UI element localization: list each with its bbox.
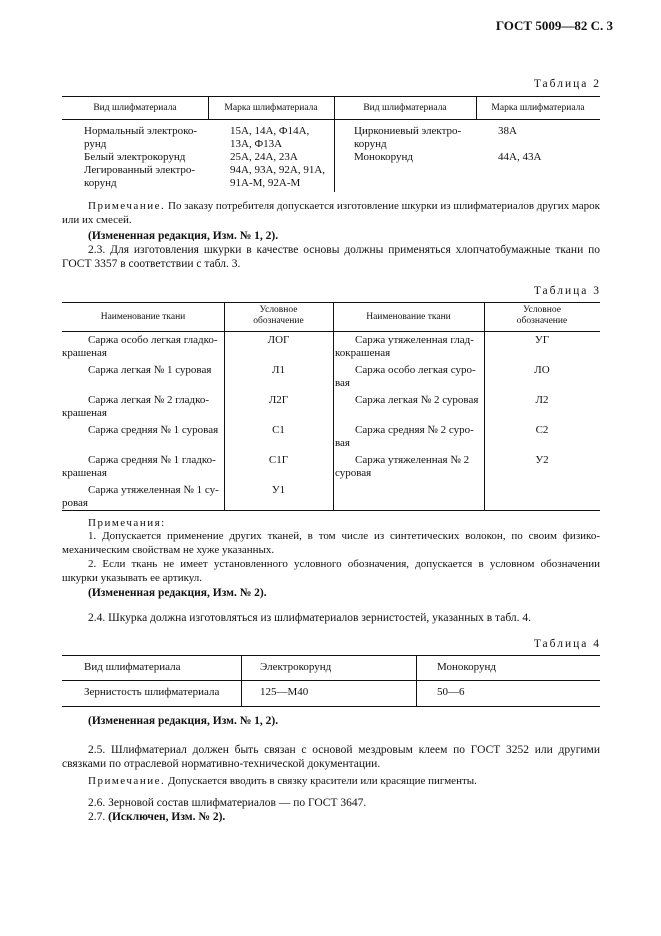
table3-row: Саржа утяжеленная глад- xyxy=(355,334,474,346)
table4-caption: Таблица 4 xyxy=(533,638,601,650)
table4-row-label: Зернистость шлифматериала xyxy=(84,686,220,698)
table3-row: Саржа средняя № 1 суровая xyxy=(88,424,219,436)
table3-code: У1 xyxy=(271,484,286,496)
edit-note-2: (Измененная редакция, Изм. № 2). xyxy=(88,587,267,599)
table2-marks-right: 38А 44А, 43А xyxy=(498,125,542,163)
notes-2-item-1: 1. Допускается применение других тканей, в том числе из синтетических волокон, по своим физико-механическим свойствам не хуже указанных. xyxy=(62,530,600,556)
table3-code: Л1 xyxy=(272,364,285,376)
table3-code: УГ xyxy=(534,334,550,346)
table3-row: Саржа утяжеленная № 1 су- xyxy=(88,484,219,496)
table2-marks-left: 15А, 14А, Ф14А, 13А, Ф13А 25А, 24А, 23А 94А, 93А, 92А, 91А, 91А-М, 92А-М xyxy=(230,125,326,189)
table2-header-1: Вид шлифматериала xyxy=(93,103,177,113)
table3-row: Саржа легкая № 2 гладко- xyxy=(88,394,210,406)
table3-caption: Таблица 3 xyxy=(533,285,601,297)
table2-header-2: Марка шлифматериала xyxy=(224,103,318,113)
table2-row: Нормальный электроко- рунд Белый электрокорунд Легированный электро- корунд xyxy=(84,125,198,189)
table4-cell-electrocorundum: 125—М40 xyxy=(260,686,309,698)
table3-header-2: Условное обозначение xyxy=(253,305,304,326)
paragraph-2-6: 2.6. Зерновой состав шлифматериалов — по ГОСТ 3647. xyxy=(88,797,367,809)
table3-row-cont: вая xyxy=(335,377,350,389)
table3-header-3: Наименование ткани xyxy=(366,312,451,322)
table3-row: Саржа легкая № 1 суровая xyxy=(88,364,212,376)
table3-row: Саржа особо легкая гладко- xyxy=(88,334,218,346)
edit-note-1: (Измененная редакция, Изм. № 1, 2). xyxy=(88,230,279,242)
notes-2-label: Примечания: xyxy=(88,517,166,529)
table3-row-cont: кокрашеная xyxy=(335,347,391,359)
note-1: Примечание. По заказу потребителя допускается изготовление шкурки из шлифматериалов других марок или их смесей. xyxy=(62,200,600,226)
table3-row: Саржа особо легкая суро- xyxy=(355,364,476,376)
table3-code: Л2 xyxy=(535,394,549,406)
table2-header-3: Вид шлифматериала xyxy=(363,103,447,113)
table3-code: ЛОГ xyxy=(267,334,290,346)
table3-code: С1 xyxy=(272,424,285,436)
table3-row: Саржа средняя № 2 суро- xyxy=(355,424,474,436)
table3-row-cont: ровая xyxy=(62,497,88,509)
table3-code: У2 xyxy=(535,454,549,466)
table3-row-cont: крашеная xyxy=(62,407,107,419)
table3-header-4: Условное обозначение xyxy=(516,305,568,326)
table2-names-right: Циркониевый электро- корунд Монокорунд xyxy=(354,125,462,163)
table3-row: Саржа утяжеленная № 2 xyxy=(355,454,470,466)
table3-code: С2 xyxy=(535,424,549,436)
table3-code: ЛО xyxy=(534,364,550,376)
table4-header-3: Монокорунд xyxy=(437,661,497,673)
table3-code: С1Г xyxy=(268,454,289,466)
table3-header-1: Наименование ткани xyxy=(100,312,186,322)
table2-header-4: Марка шлифматериала xyxy=(491,103,585,113)
table2-caption: Таблица 2 xyxy=(533,78,601,90)
note-3: Примечание. Допускается вводить в связку красители или красящие пигменты. xyxy=(88,775,477,787)
table3-row-cont: крашеная xyxy=(62,467,107,479)
page-header: ГОСТ 5009—82 С. 3 xyxy=(495,18,613,33)
table4-header-2: Электрокорунд xyxy=(260,661,332,673)
table3-row-cont: крашеная xyxy=(62,347,107,359)
paragraph-2-7: 2.7. (Исключен, Изм. № 2). xyxy=(88,811,226,823)
table4-header-1: Вид шлифматериала xyxy=(84,661,181,673)
table3-row-cont: вая xyxy=(335,437,350,449)
table3-row: Саржа легкая № 2 суровая xyxy=(355,394,479,406)
table3-row-cont: суровая xyxy=(335,467,372,479)
paragraph-2-3: 2.3. Для изготовления шкурки в качестве основы должны применяться хлопчатобумажные ткани по ГОСТ 3357 в соответствии с табл. 3. xyxy=(62,244,600,270)
edit-note-3: (Измененная редакция, Изм. № 1, 2). xyxy=(88,715,279,727)
table3-code: Л2Г xyxy=(268,394,289,406)
paragraph-2-5: 2.5. Шлифматериал должен быть связан с основой мездровым клеем по ГОСТ 3252 или другими связками по отраслевой нормативно-технической документации. xyxy=(62,744,600,770)
table4-cell-monocorundum: 50—6 xyxy=(437,686,465,698)
table3-row: Саржа средняя № 1 гладко- xyxy=(88,454,216,466)
notes-2-item-2: 2. Если ткань не имеет установленного условного обозначения, допускается в условном обозначении шкурки указывать ее артикул. xyxy=(62,558,600,584)
paragraph-2-4: 2.4. Шкурка должна изготовляться из шлифматериалов зернистостей, указанных в табл. 4. xyxy=(88,612,532,624)
